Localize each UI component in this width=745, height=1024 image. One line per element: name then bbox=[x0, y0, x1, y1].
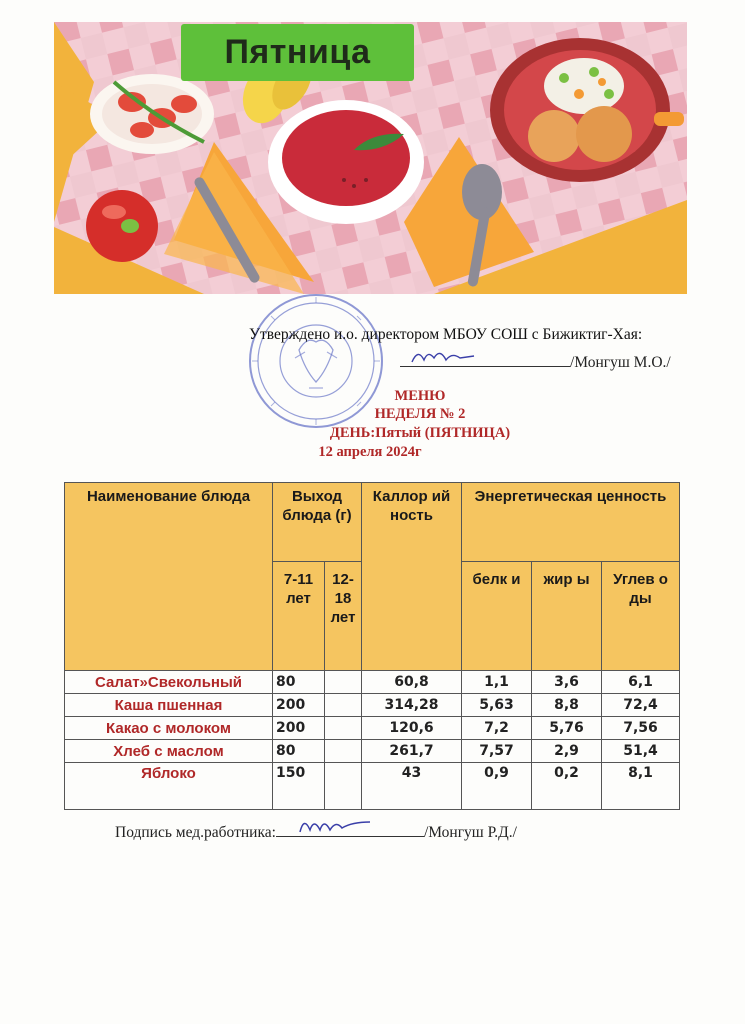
approval-text: Утверждено и.о. директором МБОУ СОШ с Бижиктиг-Хая: bbox=[249, 326, 643, 343]
dish-name: Салат»Свекольный bbox=[65, 671, 273, 694]
medic-signature-line bbox=[115, 822, 517, 842]
fats-value: 3,6 bbox=[532, 671, 602, 694]
header-energy: Энергетическая ценность bbox=[462, 483, 680, 562]
day-heading: ДЕНЬ:Пятый (ПЯТНИЦА) bbox=[329, 425, 511, 441]
fats-value: 0,2 bbox=[532, 763, 602, 810]
dish-name: Яблоко bbox=[65, 763, 273, 810]
director-name: /Монгуш М.О./ bbox=[570, 354, 671, 371]
header-yield: Выход блюда (г) bbox=[273, 483, 362, 562]
dish-name: Какао с молоком bbox=[65, 717, 273, 740]
header-carbs: Углев о ды bbox=[602, 562, 680, 671]
yield-7-11: 200 bbox=[273, 694, 325, 717]
yield-7-11: 200 bbox=[273, 717, 325, 740]
proteins-value: 0,9 bbox=[462, 763, 532, 810]
medic-label: Подпись мед.работника: bbox=[115, 824, 276, 841]
yield-7-11: 150 bbox=[273, 763, 325, 810]
carbs-value: 72,4 bbox=[602, 694, 680, 717]
header-dish: Наименование блюда bbox=[65, 483, 273, 671]
handwritten-signature-icon bbox=[408, 344, 478, 368]
fats-value: 8,8 bbox=[532, 694, 602, 717]
yield-7-11: 80 bbox=[273, 740, 325, 763]
day-title-banner: Пятница bbox=[181, 24, 414, 81]
carbs-value: 51,4 bbox=[602, 740, 680, 763]
signature-field bbox=[400, 352, 570, 367]
director-signature-line bbox=[400, 352, 671, 372]
carbs-value: 6,1 bbox=[602, 671, 680, 694]
yield-12-18 bbox=[325, 671, 362, 694]
date-heading: 12 апреля 2024г bbox=[318, 444, 422, 460]
calories-value: 314,28 bbox=[362, 694, 462, 717]
header-proteins: белк и bbox=[462, 562, 532, 671]
proteins-value: 5,63 bbox=[462, 694, 532, 717]
calories-value: 43 bbox=[362, 763, 462, 810]
table-row bbox=[65, 717, 680, 740]
proteins-value: 1,1 bbox=[462, 671, 532, 694]
menu-heading: МЕНЮ bbox=[394, 388, 446, 404]
yield-12-18 bbox=[325, 763, 362, 810]
table-row bbox=[65, 763, 680, 810]
fats-value: 2,9 bbox=[532, 740, 602, 763]
yield-12-18 bbox=[325, 717, 362, 740]
header-age-12-18: 12-18 лет bbox=[325, 562, 362, 671]
header-age-7-11: 7-11 лет bbox=[273, 562, 325, 671]
fats-value: 5,76 bbox=[532, 717, 602, 740]
dish-name: Каша пшенная bbox=[65, 694, 273, 717]
calories-value: 60,8 bbox=[362, 671, 462, 694]
menu-table bbox=[64, 482, 680, 810]
week-heading: НЕДЕЛЯ № 2 bbox=[374, 406, 466, 422]
proteins-value: 7,57 bbox=[462, 740, 532, 763]
header-fats: жир ы bbox=[532, 562, 602, 671]
dish-name: Хлеб с маслом bbox=[65, 740, 273, 763]
table-row bbox=[65, 694, 680, 717]
carbs-value: 8,1 bbox=[602, 763, 680, 810]
signature-field bbox=[276, 822, 424, 837]
header-calories: Каллор ий ность bbox=[362, 483, 462, 671]
table-row bbox=[65, 671, 680, 694]
handwritten-signature-icon bbox=[296, 812, 376, 838]
yield-12-18 bbox=[325, 740, 362, 763]
yield-12-18 bbox=[325, 694, 362, 717]
calories-value: 261,7 bbox=[362, 740, 462, 763]
calories-value: 120,6 bbox=[362, 717, 462, 740]
carbs-value: 7,56 bbox=[602, 717, 680, 740]
proteins-value: 7,2 bbox=[462, 717, 532, 740]
medic-name: /Монгуш Р.Д./ bbox=[423, 824, 517, 841]
table-row bbox=[65, 740, 680, 763]
yield-7-11: 80 bbox=[273, 671, 325, 694]
